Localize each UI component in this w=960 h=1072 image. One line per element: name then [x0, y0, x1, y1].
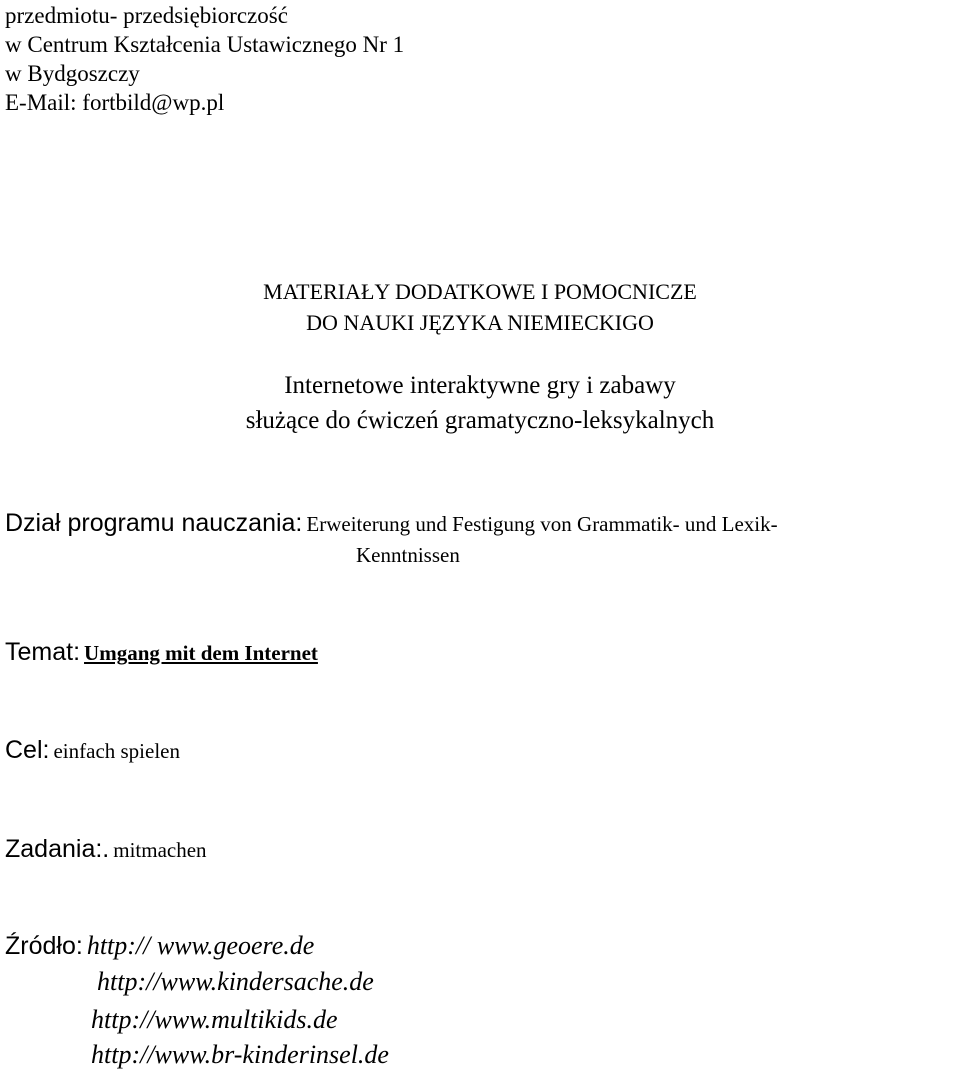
- author-line-subject: przedmiotu- przedsiębiorczość: [5, 3, 288, 28]
- goal-row: [5, 732, 180, 772]
- tasks-label: Zadania:.: [5, 835, 110, 863]
- author-line-institution: w Centrum Kształcenia Ustawicznego Nr 1: [5, 32, 405, 57]
- title-line-2: DO NAUKI JĘZYKA NIEMIECKIGO: [306, 310, 654, 335]
- sources-label: Źródło:: [5, 932, 83, 960]
- subtitle-line-1: Internetowe interaktywne gry i zabawy: [284, 372, 676, 399]
- tasks-value: mitmachen: [113, 838, 207, 862]
- source-link[interactable]: http:// www.geoere.de: [86, 931, 315, 960]
- goal-label: Cel:: [5, 736, 50, 764]
- source-link[interactable]: http://www.br-kinderinsel.de: [91, 1040, 389, 1069]
- title-line-1: MATERIAŁY DODATKOWE I POMOCNICZE: [263, 279, 697, 304]
- topic-label: Temat:: [5, 638, 81, 666]
- tasks-row: [5, 831, 207, 871]
- section-value: Erweiterung und Festigung von Grammatik- und Lexik-: [306, 512, 778, 536]
- sources-row: [5, 928, 314, 968]
- source-link[interactable]: http://www.multikids.de: [91, 1005, 338, 1034]
- author-line-email: E-Mail: fortbild@wp.pl: [5, 90, 225, 115]
- subtitle-line-2: służące do ćwiczeń gramatyczno-leksykalnych: [245, 407, 715, 434]
- topic-value: Umgang mit dem Internet: [84, 641, 318, 665]
- section-label: Dział programu nauczania:: [5, 509, 303, 537]
- author-line-city: w Bydgoszczy: [5, 61, 140, 86]
- goal-value: einfach spielen: [53, 739, 180, 763]
- section-value-continuation: Kenntnissen: [356, 543, 460, 567]
- source-link[interactable]: http://www.kindersache.de: [97, 967, 374, 996]
- topic-row: [5, 634, 318, 674]
